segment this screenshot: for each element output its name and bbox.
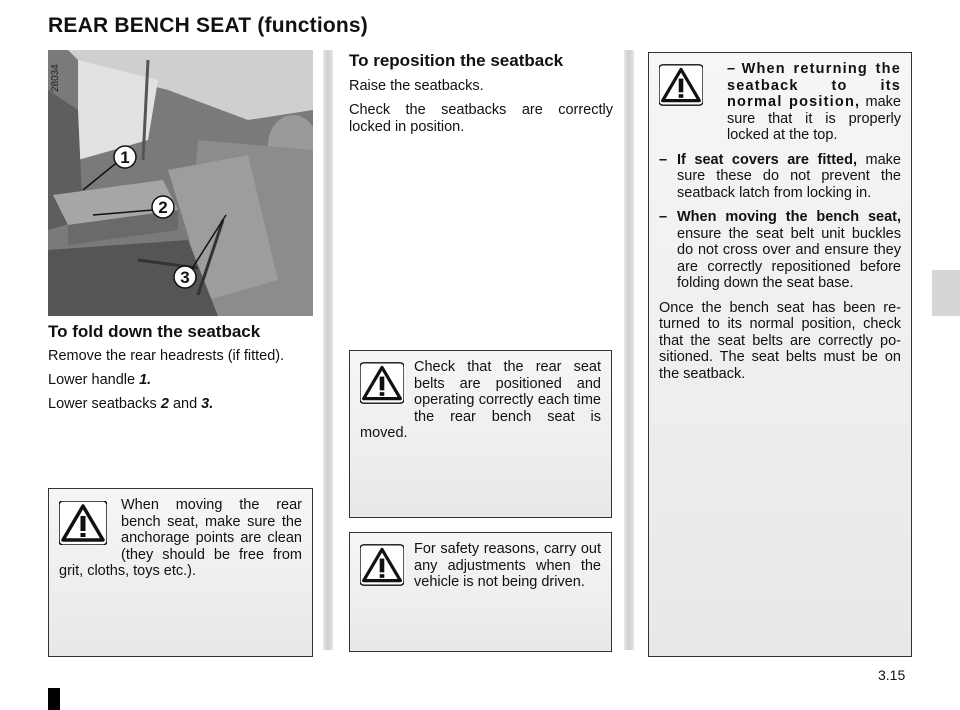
section-heading-reposition: To reposition the seatback <box>349 51 564 70</box>
rear-seat-illustration <box>48 50 313 316</box>
warning-list-item: – If seat covers are fitted, make sure these do not prevent the seatback latch from locking in. <box>659 151 901 201</box>
warning-text: Check that the rear seat belts are positioned and operating correctly each time the rear bench seat is moved. <box>360 359 601 441</box>
svg-text:3: 3 <box>180 268 190 287</box>
warning-text: When moving the rear bench seat, make sure the anchorage points are clean (they should be free from grit, cloths, toys etc.). <box>59 497 302 579</box>
crop-mark <box>48 688 60 710</box>
warning-box-safety <box>349 532 612 652</box>
callout-1 <box>114 146 136 168</box>
fold-step-1: Remove the rear headrests (if fitted). <box>48 348 285 364</box>
warning-list-item: – When returning the seatback to its normal position, make sure that it is properly locked at the top. <box>727 61 902 143</box>
fold-step-3: Lower seatbacks 2 and 3. <box>48 396 214 412</box>
warning-text: For safety reasons, carry out any adjustments when the vehicle is not being driven. <box>414 541 601 590</box>
warning-triangle-icon <box>360 361 404 405</box>
warning-box-anchorage <box>48 488 313 657</box>
column-divider <box>323 50 333 650</box>
warning-triangle-icon <box>360 543 404 587</box>
callout-3 <box>174 266 196 288</box>
svg-text:1: 1 <box>120 148 130 167</box>
chapter-tab <box>932 270 960 316</box>
warning-paragraph: Once the bench seat has been re-turned to its normal position, check that the seat belts are correctly po-sitioned. The seat belts must be on the seatback. <box>659 299 901 382</box>
warning-box-bench-seat <box>648 52 912 657</box>
column-divider <box>624 50 634 650</box>
rear-seat-drawing <box>48 50 313 316</box>
warning-box-seat-belts <box>349 350 612 518</box>
reposition-step-1: Raise the seatbacks. <box>349 78 484 94</box>
fold-step-2: Lower handle 1. <box>48 372 152 388</box>
callout-2 <box>152 196 174 218</box>
warning-triangle-icon <box>659 63 703 107</box>
warning-list-item: – When moving the bench seat, ensure the seat belt unit buckles do not cross over and ensure they are correctly repositioned before folding down the seat base. <box>659 209 901 291</box>
page-title: REAR BENCH SEAT (functions) <box>48 14 368 37</box>
svg-text:2: 2 <box>158 198 168 217</box>
figure-code: 28034 <box>50 64 61 92</box>
section-heading-fold: To fold down the seatback <box>48 322 261 341</box>
warning-triangle-icon <box>59 501 107 545</box>
reposition-step-2: Check the seatbacks are correctly locked in position. <box>349 102 613 135</box>
page-number: 3.15 <box>878 667 906 683</box>
